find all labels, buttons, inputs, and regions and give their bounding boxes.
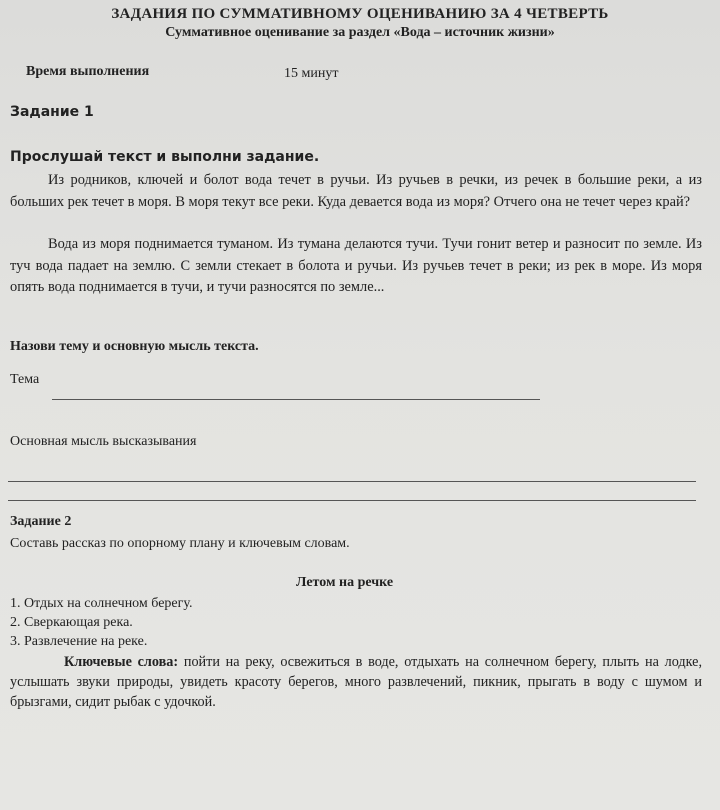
time-label: Время выполнения bbox=[26, 64, 150, 79]
task1-question: Назови тему и основную мысль текста. bbox=[10, 339, 259, 354]
plan-item: 1. Отдых на солнечном берегу. bbox=[10, 596, 193, 611]
keywords-text: пойти на реку, освежиться в воде, отдыхать на солнечном берегу, плыть на лодке, услышать звуки природы, увидеть красоту берегов, много развлечений, пикник, прыгать в воду с шумом и брызгами, сидит рыбак с удочкой. bbox=[10, 654, 702, 710]
theme-label: Тема bbox=[10, 372, 40, 387]
document-subtitle: Суммативное оценивание за раздел «Вода – источник жизни» bbox=[165, 25, 555, 40]
theme-answer-line[interactable] bbox=[52, 399, 540, 400]
task1-heading: Задание 1 bbox=[10, 104, 94, 120]
text-paragraph-2: Вода из моря поднимается туманом. Из тумана делаются тучи. Тучи гонит ветер и разносит по земле. Из туч вода падает на землю. С земли стекает в болота и ручьи. Из ручьев течет в реки; из рек в море. Из моря опять вода поднимается в тучи, и тучи разносятся по земле... bbox=[10, 236, 702, 295]
keywords-paragraph bbox=[10, 652, 702, 712]
keywords-label: Ключевые слова: bbox=[64, 654, 179, 670]
story-plan-list bbox=[10, 594, 193, 651]
plan-item: 2. Сверкающая река. bbox=[10, 615, 133, 630]
main-idea-answer-line-1[interactable] bbox=[8, 481, 696, 482]
story-title: Летом на речке bbox=[296, 575, 394, 590]
text-paragraph-1: Из родников, ключей и болот вода течет в ручьи. Из ручьев в речки, из речек в большие реки, а из больших рек течет в моря. В моря текут все реки. Куда девается вода из моря? Отчего она не течет через край? bbox=[10, 172, 702, 210]
task1-instruction: Прослушай текст и выполни задание. bbox=[10, 149, 320, 165]
main-idea-answer-line-2[interactable] bbox=[8, 500, 696, 501]
plan-item: 3. Развлечение на реке. bbox=[10, 634, 148, 649]
document-title: ЗАДАНИЯ ПО СУММАТИВНОМУ ОЦЕНИВАНИЮ ЗА 4 ЧЕТВЕРТЬ bbox=[111, 6, 609, 22]
task2-instruction: Составь рассказ по опорному плану и ключевым словам. bbox=[10, 536, 350, 551]
time-value: 15 минут bbox=[284, 66, 339, 81]
task2-heading: Задание 2 bbox=[10, 514, 72, 529]
main-idea-label: Основная мысль высказывания bbox=[10, 434, 197, 449]
